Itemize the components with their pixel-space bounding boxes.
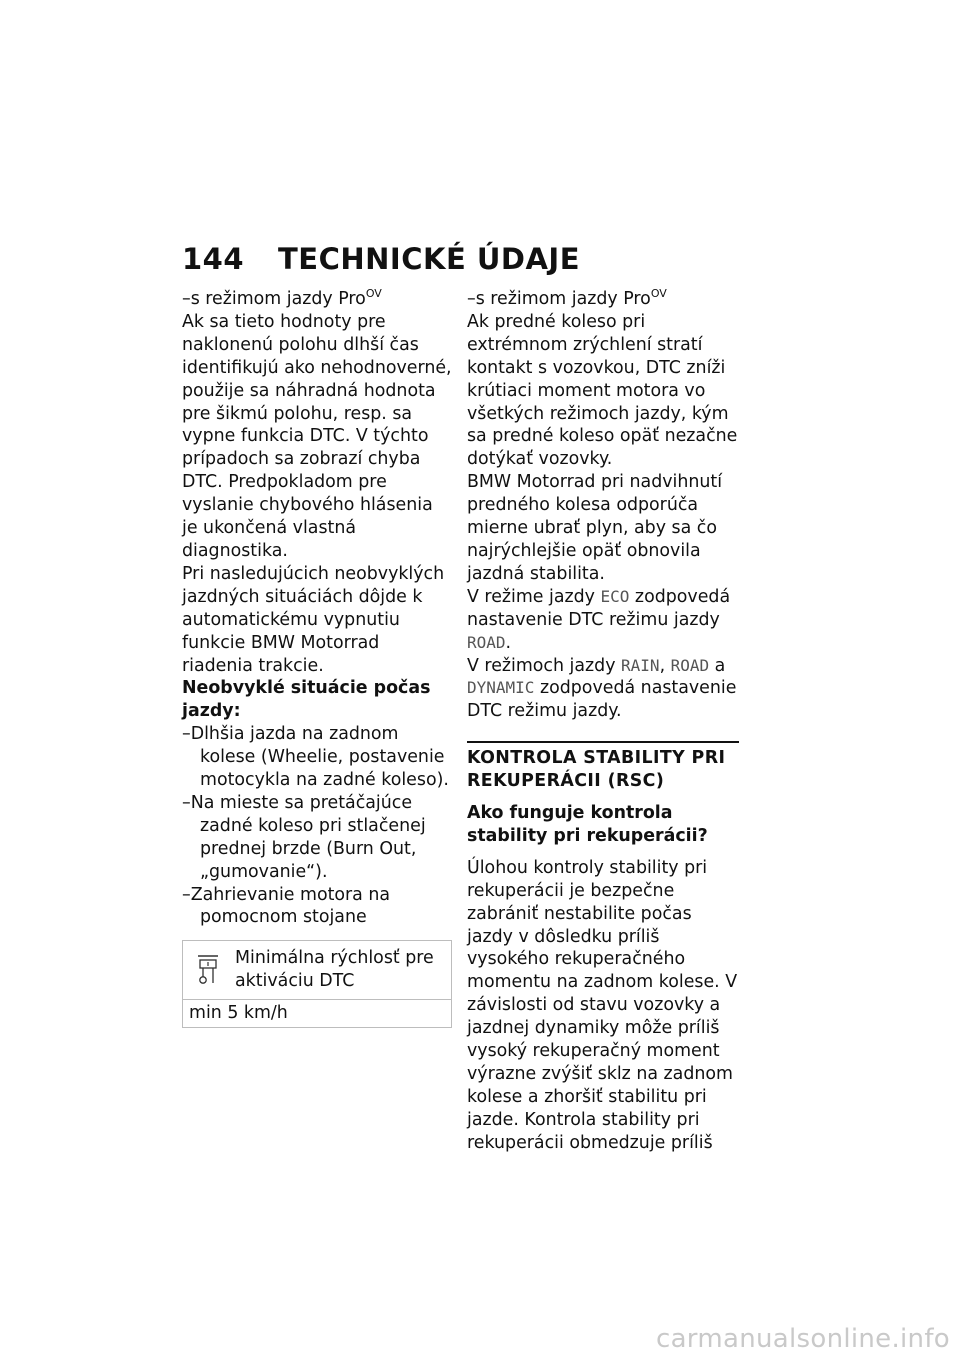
list-item: –Zahrievanie motora na pomocnom stojane — [182, 884, 391, 928]
right-column — [467, 288, 739, 1155]
page-header — [182, 242, 580, 276]
mode-road: ROAD — [467, 632, 506, 652]
option-superscript: OV — [650, 287, 667, 300]
spec-value: min 5 km/h — [189, 1003, 288, 1024]
mode-dynamic: DYNAMIC — [467, 678, 535, 698]
section-title-rsc: KONTROLA STABILITY PRI REKUPERÁCII (RSC) — [467, 741, 739, 793]
spec-label: Minimálna rýchlosť pre aktiváciu DTC — [235, 948, 434, 992]
paragraph-auto-off: Pri nasledujúcich neobvyklých jazdných situáciách dôjde k automatickému vypnutiu funkcie BMW Motorrad riadenia trakcie. — [182, 563, 445, 676]
list-item: –Na mieste sa pretáčajúce zadné koleso pri stlačenej prednej brzde (Burn Out, „gumovanie“). — [182, 792, 426, 882]
paragraph-wheelie-control: Ak predné koleso pri extrémnom zrýchlení stratí kontakt s vozovkou, DTC zníži krútiaci moment motora vo všetkých režimoch jazdy, kým sa predné koleso opäť nezačne dotýkať vozovky. — [467, 311, 738, 470]
mode-eco: ECO — [600, 586, 630, 606]
list-item: –Dlhšia jazda na zadnom kolese (Wheelie, postavenie motocykla na zadné koleso). — [182, 724, 449, 791]
speedometer-icon — [195, 947, 235, 993]
mode-label-pro: –s režimom jazdy Pro$^{OV}$ — [182, 287, 382, 309]
spec-table — [182, 940, 452, 1028]
paragraph-other-modes: V režimoch jazdy RAIN, ROAD a DYNAMIC zodpovedá nastavenie DTC režimu jazdy. — [467, 655, 737, 722]
page-title: TECHNICKÉ ÚDAJE — [278, 242, 581, 276]
mode-road: ROAD — [670, 655, 710, 675]
spec-row-label — [183, 941, 451, 1000]
watermark-text: carmanualsonline.info — [655, 1324, 950, 1354]
left-column — [182, 288, 452, 1028]
mode-rain: RAIN — [621, 655, 660, 675]
paragraph-rsc: Úlohou kontroly stability pri rekuperácii je bezpečne zabrániť nestabilite počas jazdy v dôsledku príliš vysokého rekuperačného momentu na zadnom kolese. V závislosti od stavu vozovky a jazdnej dynamiky môže príliš vysoký rekuperačný moment výrazne zvýšiť sklz na zadnom kolese a zhoršiť stabilitu pri jazde. Kontrola stability pri rekuperácii obmedzuje príliš — [467, 857, 738, 1153]
mode-label-pro: –s režimom jazdy Pro$^{OV}$ — [467, 287, 667, 309]
subheading-unusual-situations: Neobvyklé situácie počas jazdy: — [182, 678, 431, 722]
subheading-rsc: Ako funguje kontrola stability pri rekuperácii? — [467, 803, 708, 846]
page-number: 144 — [182, 242, 245, 276]
paragraph-lean-angle: Ak sa tieto hodnoty pre naklonenú polohu dlhší čas identifikujú ako nehodnoverné, použije sa náhradná hodnota pre šikmú polohu, resp. sa vypne funkcia DTC. V týchto prípadoch sa zobrazí chyba DTC. Predpokladom pre vyslanie chybového hlásenia je ukončená vlastná diagnostika. — [182, 311, 452, 561]
option-superscript: OV — [365, 287, 382, 300]
paragraph-eco-mode: V režime jazdy ECO zodpovedá nastavenie DTC režimu jazdy ROAD. — [467, 586, 731, 653]
paragraph-recommendation: BMW Motorrad pri nadvihnutí predného kolesa odporúča mierne ubrať plyn, aby sa čo najrýchlejšie opäť obnovila jazdná stabilita. — [467, 472, 723, 584]
